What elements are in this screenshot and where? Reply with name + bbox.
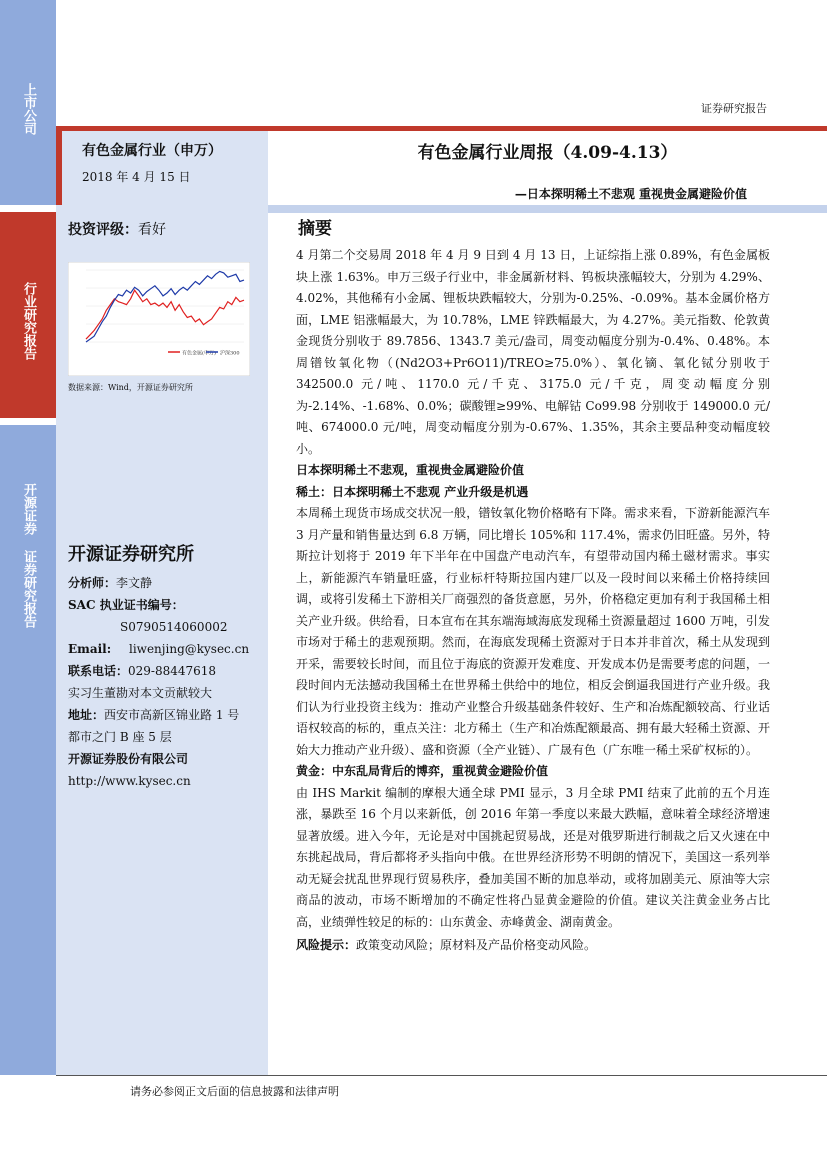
abstract-paragraph-1: 4 月第二个交易周 2018 年 4 月 9 日到 4 月 13 日，上证综指上涨 0.89%，有色金属板块上涨 1.63%。申万三级子行业中，非金属新材料、钨板块涨幅较大，分别为 4.29%、4.02%，其他稀有小金属、锂板块跌幅较大，分别为-0.25%、-0.09%。基本金属价格方面，LME 铝涨幅最大，为 10.78%，LME 锌跌幅最大，为 4.27%。美元指数、伦敦黄金现货分别收于 89.7856、1343.7 美元/盎司，周变动幅度分别为-0.4%、0.48%。本周镨钕氧化物（(Nd2O3+Pr6O11)/TREO≥75.0%）、氧化镝、氧化铽分别收于 342500.0 元/吨、1170.0 元/千克、3175.0 元/千克，周变动幅度分别为-2.14%、-1.68%、0.0%；碳酸锂≥99%、电解钴 Co99.98 分别收于 149000.0 元/吨、674000.0 元/吨，周变动幅度分别为-0.67%、1.35%，其余主要品种变动幅度较小。 (296, 248, 770, 456)
chart-source: 数据来源：Wind，开源证券研究所 (68, 383, 193, 392)
abstract-heading: 摘要 (298, 219, 332, 239)
gold-title: 中东乱局背后的博弈，重视黄金避险价值 (332, 764, 549, 778)
price-chart (68, 262, 250, 376)
side-tab-kysec-report: 开源证券 证券研究报告 (0, 425, 56, 655)
rating-value: 看好 (138, 222, 166, 238)
section-heading-main: 日本探明稀土不悲观，重视贵金属避险价值 (296, 463, 525, 477)
analyst-label: 分析师： (68, 576, 117, 590)
legend-series-1: 沪深300 (220, 350, 240, 357)
rating-label: 投资评级： (68, 222, 138, 238)
risk-text: 政策变动风险；原材料及产品价格变动风险。 (356, 938, 597, 952)
report-type: 证券研究报告 (701, 102, 767, 115)
abstract-paragraph-2: 本周稀土现货市场成交状况一般，镨钕氧化物价格略有下降。需求来看，下游新能源汽车 3 月产量和销售量达到 6.8 万辆，同比增长 105%和 117.4%，需求仍旧旺盛。另外，特斯拉计划将于 2019 年下半年在中国盘产电动汽车，有望带动国内稀土磁材需求。事实上，新能源汽车销量旺盛，行业标杆特斯拉国内建厂以及一段时间以来稀土价格持续回调，或将引发稀土下游相关厂商强烈的备货意愿，另外，价格稳定更加有利于我国稀土相关产业升级。供给看，日本宣布在其东端海域海底发现稀土资源量超过 1600 万吨，引发市场对于稀土的悲观预期。然而，在海底发现稀土资源对于日本并非首次，稀土从发现到开采，需要较长时间，而且位于海底的资源开发难度、开发成本仍是需要考虑的问题，一段时间内无法撼动我国稀土在世界稀土供给中的地位，相反会倒逼我国进行产业升级。我们认为行业投资主线为：推动产业整合升级基础条件较好、生产和冶炼配额较高、行业话语权较高的标的，重点关注：北方稀土（生产和冶炼配额最高、拥有最大轻稀土资源、开始大力推动产业升级）、盛和资源（全产业链）、广晟有色（广东唯一稀土采矿权标的）。 (296, 506, 770, 757)
footer-rule (56, 1075, 827, 1076)
website-link[interactable]: http://www.kysec.cn (68, 774, 191, 788)
header-blue-band (268, 205, 827, 213)
contact-block (68, 572, 268, 792)
report-date: 2018 年 4 月 15 日 (82, 170, 191, 184)
report-subtitle: —日本探明稀土不悲观 重视贵金属避险价值 (514, 187, 747, 201)
report-title: 有色金属行业周报（4.09-4.13） (417, 143, 678, 163)
intern-note: 实习生董勘对本文贡献较大 (68, 686, 213, 700)
company-name: 开源证券股份有限公司 (68, 752, 189, 766)
email-link[interactable]: liwenjing@kysec.cn (129, 642, 250, 656)
footer-disclaimer: 请务必参阅正文后面的信息披露和法律声明 (130, 1085, 339, 1098)
phone-label: 联系电话： (68, 664, 129, 678)
analyst-name: 李文静 (116, 576, 153, 590)
address-label: 地址： (68, 708, 105, 722)
side-tab-listed-company: 上市公司 (0, 0, 56, 205)
abstract-paragraph-3: 由 IHS Markit 编制的摩根大通全球 PMI 显示，3 月全球 PMI 结束了此前的五个月连涨，暴跌至 16 个月以来新低，创 2016 年第一季度以来最大跌幅，意味着全球经济增速显著放缓。进入今年，无论是对中国挑起贸易战，还是对俄罗斯进行制裁之后又火速在中东挑起战局，背后都将矛头指向中俄。在世界经济形势不明朗的情况下，美国这一系列举动无疑会扰乱世界现行贸易秩序，叠加美国不断的加息举动，或将加剧美元、原油等大宗商品的波动，市场不断增加的不确定性将凸显黄金避险的价值。建议关注黄金业务占比高，业绩弹性较足的标的：山东黄金、赤峰黄金、湖南黄金。 (296, 785, 770, 929)
rare-earth-label: 稀土： (296, 484, 333, 499)
address-line-2: 都市之门 B 座 5 层 (68, 730, 172, 744)
legend-series-0: 有色金属(申万) (182, 350, 216, 357)
sac-number: S0790514060002 (120, 620, 228, 634)
abstract-body (296, 245, 770, 957)
risk-label: 风险提示： (296, 938, 357, 952)
industry-label: 有色金属行业（申万） (82, 143, 222, 159)
side-tab-industry-report: 行业研究报告 (0, 212, 56, 418)
rare-earth-title: 日本探明稀土不悲观 产业升级是机遇 (332, 484, 529, 499)
phone-number: 029-88447618 (128, 664, 217, 678)
sac-label: SAC 执业证书编号： (68, 598, 184, 612)
gold-label: 黄金： (296, 764, 333, 778)
investment-rating (68, 219, 166, 239)
email-label: Email: (68, 642, 112, 656)
institute-name: 开源证券研究所 (68, 544, 194, 565)
address-line-1: 西安市高新区锦业路 1 号 (104, 708, 240, 722)
